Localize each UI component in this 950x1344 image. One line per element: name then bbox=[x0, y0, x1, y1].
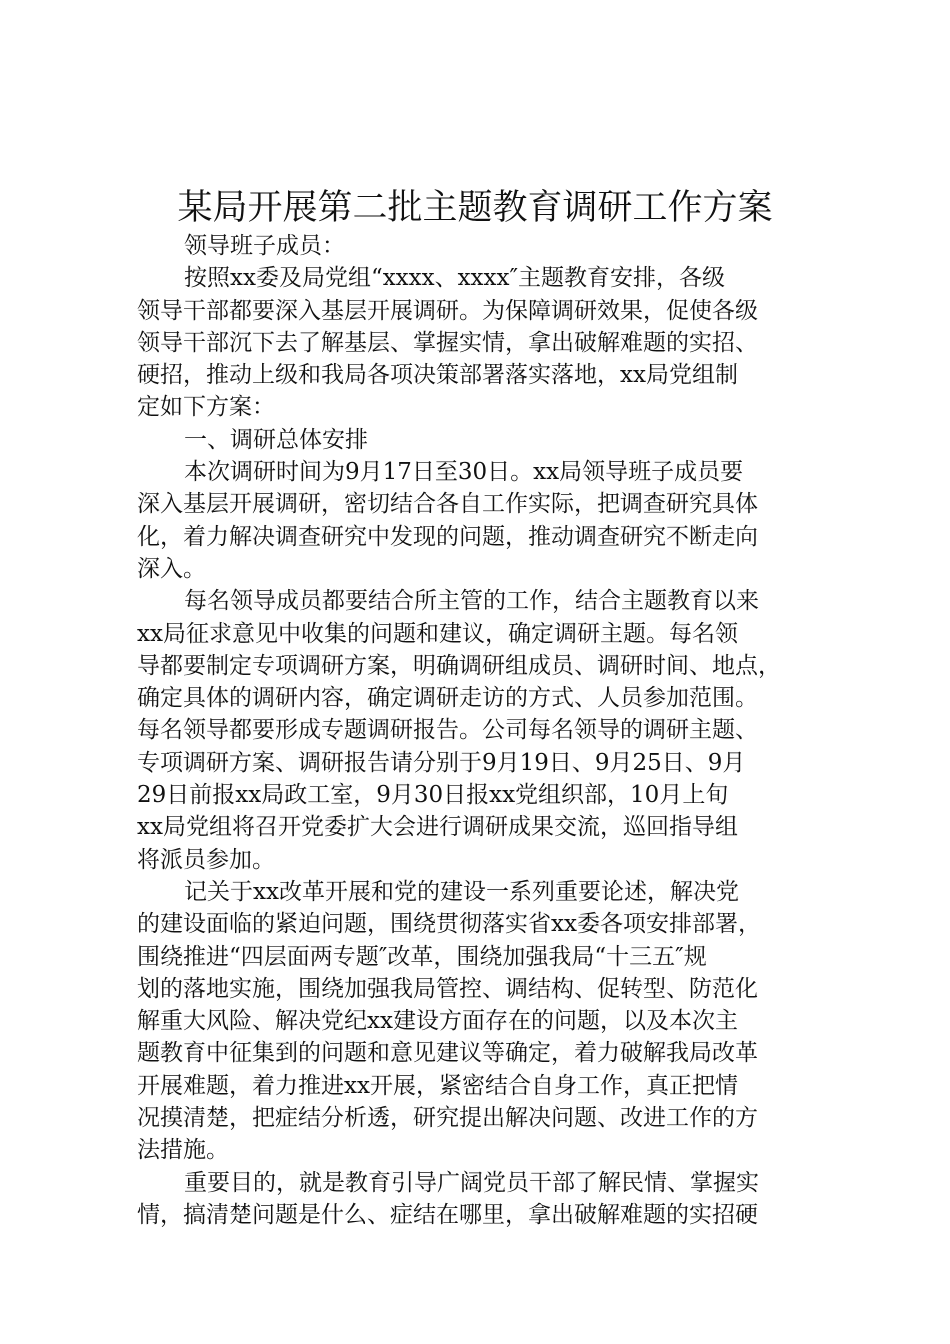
text-line: 法措施。 bbox=[137, 1137, 229, 1164]
text-line: xx局征求意见中收集的问题和建议，确定调研主题。每名领 bbox=[137, 620, 738, 647]
text-line: 记关于xx改革开展和党的建设一系列重要论述，解决党 bbox=[184, 878, 739, 905]
text-line: 按照xx委及局党组“xxxx、xxxx″主题教育安排，各级 bbox=[184, 265, 726, 292]
text-line: 开展难题，着力推进xx开展，紧密结合自身工作，真正把情 bbox=[137, 1072, 738, 1099]
text-line: 题教育中征集到的问题和意见建议等确定，着力破解我局改革 bbox=[137, 1040, 758, 1067]
text-line: 一、调研总体安排 bbox=[184, 426, 368, 453]
text-line: 领导班子成员： bbox=[184, 233, 345, 259]
text-line: 情，搞清楚问题是什么、症结在哪里，拿出破解难题的实招硬 bbox=[137, 1201, 758, 1228]
text-line: xx局党组将召开党委扩大会进行调研成果交流，巡回指导组 bbox=[137, 814, 738, 841]
text-line: 的建设面临的紧迫问题，围绕贯彻落实省xx委各项安排部署， bbox=[137, 911, 761, 938]
text-line: 领导干部沉下去了解基层、掌握实情，拿出破解难题的实招、 bbox=[137, 329, 758, 356]
text-line: 专项调研方案、调研报告请分别于9月19日、9月25日、9月 bbox=[137, 749, 746, 776]
document-body bbox=[137, 230, 837, 1231]
text-line: 领导干部都要深入基层开展调研。为保障调研效果，促使各级 bbox=[137, 297, 758, 324]
text-line: 深入基层开展调研，密切结合各自工作实际，把调查研究具体 bbox=[137, 491, 758, 518]
text-line: 围绕推进“四层面两专题″改革，围绕加强我局“十三五″规 bbox=[137, 943, 707, 970]
text-line: 硬招，推动上级和我局各项决策部署落实落地，xx局党组制 bbox=[137, 362, 738, 389]
text-line: 本次调研时间为9月17日至30日。xx局领导班子成员要 bbox=[184, 459, 744, 486]
text-line: 解重大风险、解决党纪xx建设方面存在的问题，以及本次主 bbox=[137, 1008, 738, 1035]
text-line: 每名领导成员都要结合所主管的工作，结合主题教育以来 bbox=[184, 588, 759, 615]
text-line: 导都要制定专项调研方案，明确调研组成员、调研时间、地点， bbox=[137, 652, 781, 679]
text-line: 确定具体的调研内容，确定调研走访的方式、人员参加范围。 bbox=[137, 685, 758, 712]
text-line: 重要目的，就是教育引导广阔党员干部了解民情、掌握实 bbox=[184, 1169, 759, 1196]
text-line: 化，着力解决调查研究中发现的问题，推动调查研究不断走向 bbox=[137, 523, 758, 550]
text-line: 29日前报xx局政工室，9月30日报xx党组织部，10月上旬 bbox=[137, 782, 729, 809]
text-line: 深入。 bbox=[137, 555, 206, 582]
document-title: 某局开展第二批主题教育调研工作方案 bbox=[177, 188, 773, 228]
text-line: 将派员参加。 bbox=[137, 846, 275, 873]
text-line: 划的落地实施，围绕加强我局管控、调结构、促转型、防范化 bbox=[137, 975, 758, 1002]
text-line: 定如下方案： bbox=[137, 394, 275, 421]
text-line: 每名领导都要形成专题调研报告。公司每名领导的调研主题、 bbox=[137, 717, 758, 744]
text-line: 况摸清楚，把症结分析透，研究提出解决问题、改进工作的方 bbox=[137, 1105, 758, 1132]
